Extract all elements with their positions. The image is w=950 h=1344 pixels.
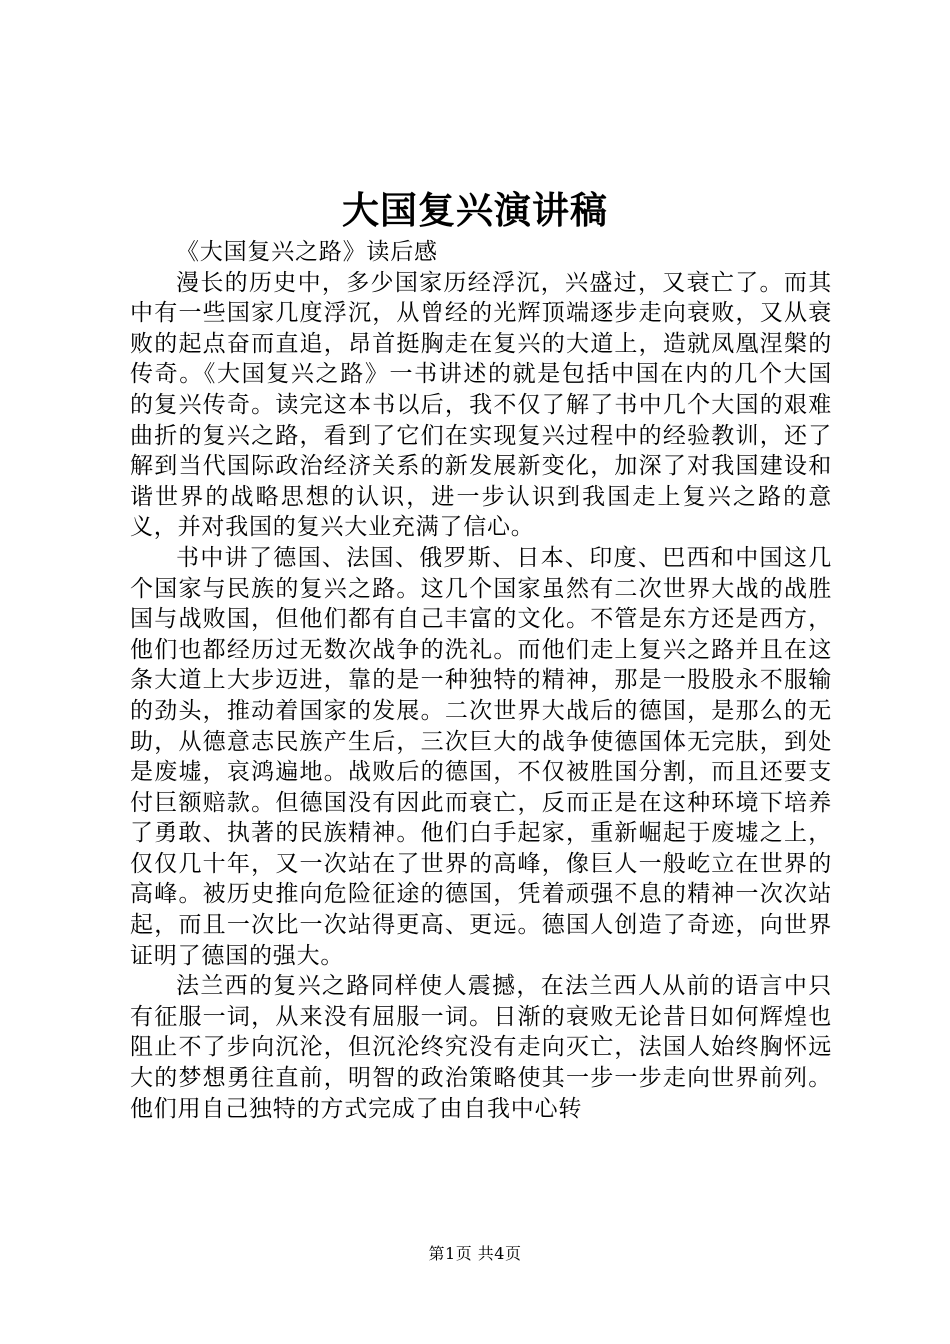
paragraph-subtitle: 《大国复兴之路》读后感 <box>176 239 438 265</box>
paragraph: 漫长的历史中，多少国家历经浮沉，兴盛过，又衰亡了。而其中有一些国家几度浮沉，从曾经的光辉顶端逐步走向衰败，又从衰败的起点奋而直追，昂首挺胸走在复兴的大道上，造就凤凰涅槃的传奇。《大国复兴之路》一书讲述的就是包括中国在内的几个大国的复兴传奇。读完这本书以后，我不仅了解了书中几个大国的艰难曲折的复兴之路，看到了它们在实现复兴过程中的经验教训，还了解到当代国际政治经济关系的新发展新变化，加深了对我国建设和谐世界的战略思想的认识，进一步认识到我国走上复兴之路的意义，并对我国的复兴大业充满了信心。 <box>130 269 832 541</box>
document-title: 大国复兴演讲稿 <box>342 188 608 232</box>
paragraph: 书中讲了德国、法国、俄罗斯、日本、印度、巴西和中国这几个国家与民族的复兴之路。这几个国家虽然有二次世界大战的战胜国与战败国，但他们都有自己丰富的文化。不管是东方还是西方，他们也都经历过无数次战争的洗礼。而他们走上复兴之路并且在这条大道上大步迈进，靠的是一种独特的精神，那是一股股永不服输的劲头，推动着国家的发展。二次世界大战后的德国，是那么的无助，从德意志民族产生后，三次巨大的战争使德国体无完肤，到处是废墟，哀鸿遍地。战败后的德国，不仅被胜国分割，而且还要支付巨额赔款。但德国没有因此而衰亡，反而正是在这种环境下培养了勇敢、执著的民族精神。他们白手起家，重新崛起于废墟之上，仅仅几十年，又一次站在了世界的高峰，像巨人一般屹立在世界的高峰。被历史推向危险征途的德国，凭着顽强不息的精神一次次站起，而且一次比一次站得更高、更远。德国人创造了奇迹，向世界证明了德国的强大。 <box>130 544 832 969</box>
document-body <box>130 237 832 1124</box>
paragraph: 法兰西的复兴之路同样使人震撼，在法兰西人从前的语言中只有征服一词，从来没有屈服一词。日渐的衰败无论昔日如何辉煌也阻止不了步向沉沦，但沉沦终究没有走向灭亡，法国人始终胸怀远大的梦想勇往直前，明智的政治策略使其一步一步走向世界前列。他们用自己独特的方式完成了由自我中心转 <box>130 973 832 1122</box>
page-number-footer: 第1页 共4页 <box>428 1244 522 1263</box>
